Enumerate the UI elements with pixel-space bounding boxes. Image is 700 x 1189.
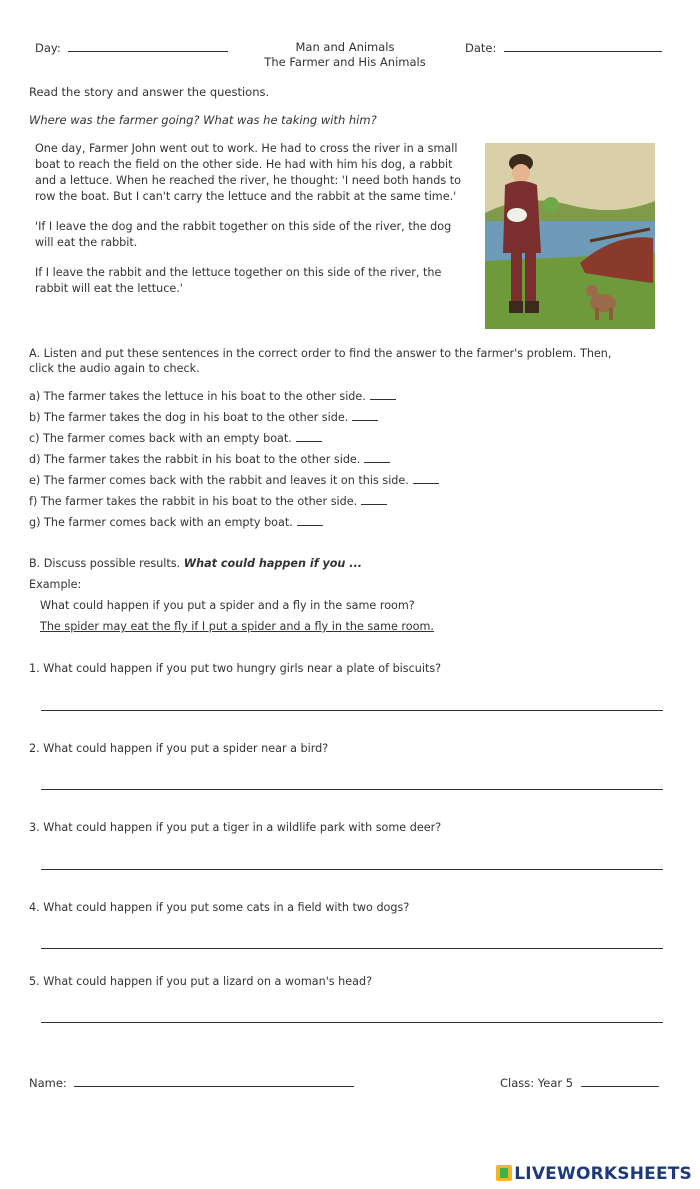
order-blank[interactable] xyxy=(296,431,322,442)
order-sentence-d: d) The farmer takes the rabbit in his boat to the other side. xyxy=(29,452,390,468)
order-sentence-c: c) The farmer comes back with an empty boat. xyxy=(29,431,322,447)
order-blank[interactable] xyxy=(297,515,323,526)
answer-line-4[interactable] xyxy=(41,948,663,949)
story-text xyxy=(35,141,467,311)
liveworksheets-logo: LIVEWORKSHEETS xyxy=(496,1163,692,1185)
name-blank[interactable] xyxy=(74,1075,354,1087)
class-field: Class: Year 5 xyxy=(500,1075,659,1091)
answer-line-3[interactable] xyxy=(41,869,663,870)
day-blank[interactable] xyxy=(68,40,228,52)
day-label: Day: xyxy=(35,40,228,56)
title-line-2: The Farmer and His Animals xyxy=(264,54,426,69)
order-sentence-g: g) The farmer comes back with an empty boat. xyxy=(29,515,323,531)
section-b-instruction: B. Discuss possible results. What could happen if you ... xyxy=(29,557,363,570)
answer-line-1[interactable] xyxy=(41,710,663,711)
story-paragraph: One day, Farmer John went out to work. He had to cross the river in a small boat to reach the field on the other side. He had with him his dog, a rabbit and a lettuce. When he reached the river, he thought: 'I need both hands to row the boat. But I can't carry the lettuce and the rabbit at the same time.' xyxy=(35,142,461,203)
order-sentence-b: b) The farmer takes the dog in his boat to the other side. xyxy=(29,410,378,426)
example-answer: The spider may eat the fly if I put a spider and a fly in the same room. xyxy=(40,620,434,633)
order-blank[interactable] xyxy=(364,452,390,463)
name-field: Name: xyxy=(29,1075,354,1091)
read-instruction: Read the story and answer the questions. xyxy=(29,85,270,99)
question-3: 3. What could happen if you put a tiger in a wildlife park with some deer? xyxy=(29,821,442,834)
question-5: 5. What could happen if you put a lizard on a woman's head? xyxy=(29,975,373,988)
order-sentence-f: f) The farmer takes the rabbit in his boat to the other side. xyxy=(29,494,387,510)
title-line-1: Man and Animals xyxy=(295,40,395,54)
worksheet-title xyxy=(240,40,450,70)
example-question: What could happen if you put a spider and a fly in the same room? xyxy=(40,599,415,612)
order-sentence-a: a) The farmer takes the lettuce in his boat to the other side. xyxy=(29,389,396,405)
question-4: 4. What could happen if you put some cats in a field with two dogs? xyxy=(29,901,410,914)
answer-line-2[interactable] xyxy=(41,789,663,790)
story-paragraph: If I leave the rabbit and the lettuce together on this side of the river, the rabbit will eat the lettuce.' xyxy=(35,266,442,295)
question-1: 1. What could happen if you put two hungry girls near a plate of biscuits? xyxy=(29,662,442,675)
answer-line-5[interactable] xyxy=(41,1022,663,1023)
example-label: Example: xyxy=(29,578,82,591)
story-question: Where was the farmer going? What was he taking with him? xyxy=(29,113,377,127)
farmer-illustration xyxy=(485,143,655,329)
story-paragraph: 'If I leave the dog and the rabbit together on this side of the river, the dog will eat the rabbit. xyxy=(35,220,452,249)
order-blank[interactable] xyxy=(370,389,396,400)
order-blank[interactable] xyxy=(361,494,387,505)
class-blank[interactable] xyxy=(581,1075,659,1087)
section-a-instruction: A. Listen and put these sentences in the correct order to find the answer to the farmer's problem. Then, click the audio again to check. xyxy=(29,347,612,375)
question-2: 2. What could happen if you put a spider near a bird? xyxy=(29,742,329,755)
order-blank[interactable] xyxy=(352,410,378,421)
section-b-emphasis: What could happen if you ... xyxy=(183,557,363,570)
date-blank[interactable] xyxy=(504,40,662,52)
liveworksheets-logo-icon xyxy=(496,1165,512,1181)
date-label: Date: xyxy=(465,40,662,56)
order-sentence-e: e) The farmer comes back with the rabbit and leaves it on this side. xyxy=(29,473,439,489)
order-blank[interactable] xyxy=(413,473,439,484)
